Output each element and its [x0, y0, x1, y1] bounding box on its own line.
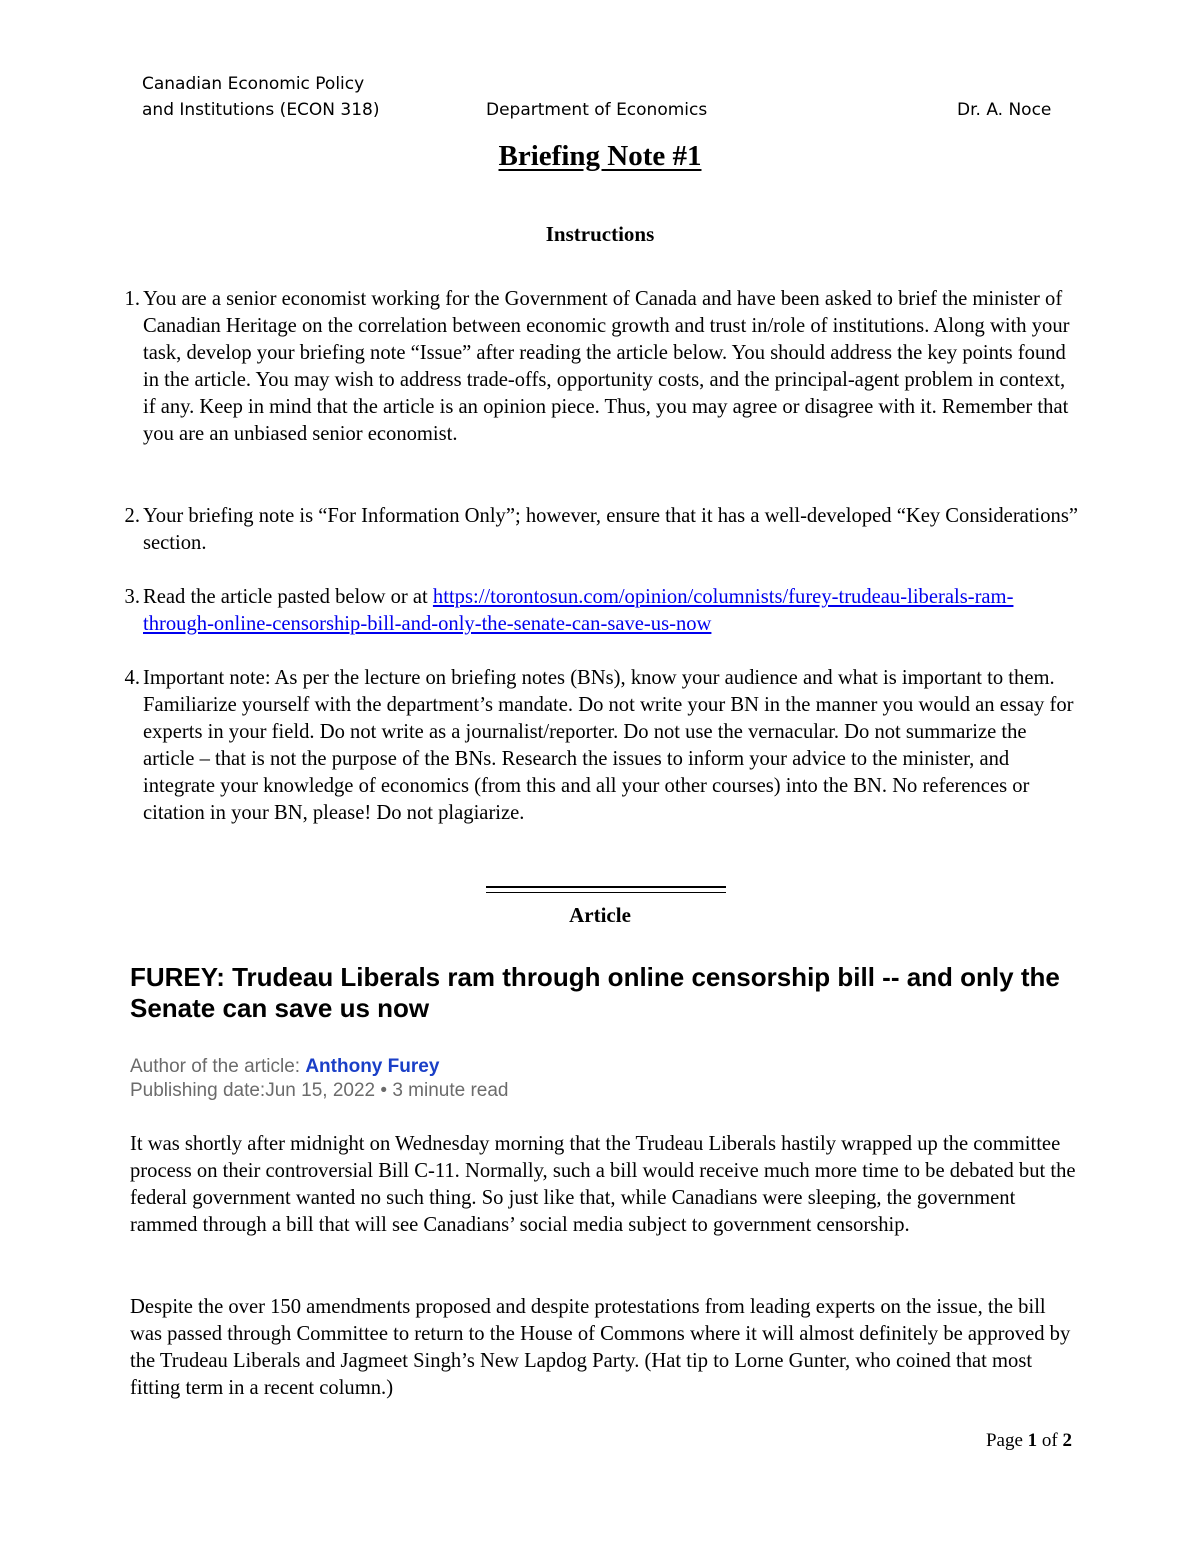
- meta-separator: •: [375, 1080, 393, 1101]
- instruction-number: 1.: [124, 288, 140, 310]
- instructor-label: Dr. A. Noce: [957, 100, 1052, 120]
- of-label: of: [1037, 1430, 1063, 1451]
- article-author: [130, 1054, 1030, 1079]
- instructions-heading: Instructions: [545, 222, 655, 246]
- instruction-text: Your briefing note is “For Information Only”; however, ensure that it has a well-developed “Key Considerations” section.: [143, 505, 1079, 554]
- page-total: 2: [1062, 1430, 1072, 1451]
- read-time: 3 minute read: [392, 1080, 509, 1101]
- section-divider-thin: [486, 892, 726, 893]
- course-name-line1: Canadian Economic Policy: [142, 74, 365, 94]
- instructions-list: [116, 286, 1079, 856]
- author-label: Author of the article:: [130, 1056, 306, 1077]
- course-name: [142, 71, 380, 123]
- instruction-number: 3.: [124, 586, 140, 608]
- instruction-number: 2.: [124, 505, 140, 527]
- course-name-line2: and Institutions (ECON 318): [142, 100, 380, 120]
- author-name[interactable]: Anthony Furey: [305, 1056, 440, 1077]
- date-label: Publishing date:: [130, 1080, 266, 1101]
- page-title-text: Briefing Note #1: [498, 140, 702, 172]
- article-link[interactable]: https://torontosun.com/opinion/columnists/furey-trudeau-liberals-ram-through-online-censorship-bill-and-only-the-senate-can-save-us-now: [143, 586, 1014, 635]
- publish-date: Jun 15, 2022: [265, 1080, 376, 1101]
- page-current: 1: [1027, 1430, 1038, 1451]
- instruction-text-lead: Read the article pasted below or at: [143, 586, 433, 608]
- article-headline: FUREY: Trudeau Liberals ram through online censorship bill -- and only the Senate can save us now: [130, 962, 1060, 1023]
- instruction-number: 4.: [124, 667, 140, 689]
- page-number: [986, 1430, 1072, 1452]
- article-paragraph-1: It was shortly after midnight on Wednesday morning that the Trudeau Liberals hastily wrapped up the committee process on their controversial Bill C-11. Normally, such a bill would receive much more time to be debated but the federal government wanted no such thing. So just like that, while Canadians were sleeping, the government rammed through a bill that will see Canadians’ social media subject to government censorship.: [130, 1133, 1076, 1236]
- page-label: Page: [985, 1430, 1028, 1451]
- instruction-text: You are a senior economist working for the Government of Canada and have been asked to brief the minister of Canadian Heritage on the correlation between economic growth and trust in/role of institutions. Along with your task, develop your briefing note “Issue” after reading the article below. You should address the key points found in the article. You may wish to address trade-offs, opportunity costs, and the principal-agent problem in context, if any. Keep in mind that the article is an opinion piece. Thus, you may agree or disagree with it. Remember that you are an unbiased senior economist.: [143, 288, 1070, 445]
- instruction-text: [143, 584, 1078, 638]
- section-divider: [486, 886, 726, 888]
- department-label: Department of Economics: [486, 100, 708, 120]
- instruction-text: Important note: As per the lecture on briefing notes (BNs), know your audience and what is important to them. Familiarize yourself with the department’s mandate. Do not write your BN in the manner you would an essay for experts in your field. Do not write as a journalist/reporter. Do not use the vernacular. Do not summarize the article – that is not the purpose of the BNs. Research the issues to inform your advice to the minister, and integrate your knowledge of economics (from this and all your other courses) into the BN. No references or citation in your BN, please! Do not plagiarize.: [143, 667, 1074, 824]
- article-heading: Article: [569, 903, 631, 927]
- article-date: [130, 1078, 1030, 1103]
- article-paragraph-2: Despite the over 150 amendments proposed and despite protestations from leading experts on the issue, the bill was passed through Committee to return to the House of Commons where it will almost definitely be approved by the Trudeau Liberals and Jagmeet Singh’s New Lapdog Party. (Hat tip to Lorne Gunter, who coined that most fitting term in a recent column.): [130, 1296, 1071, 1399]
- page-title: [0, 140, 1200, 173]
